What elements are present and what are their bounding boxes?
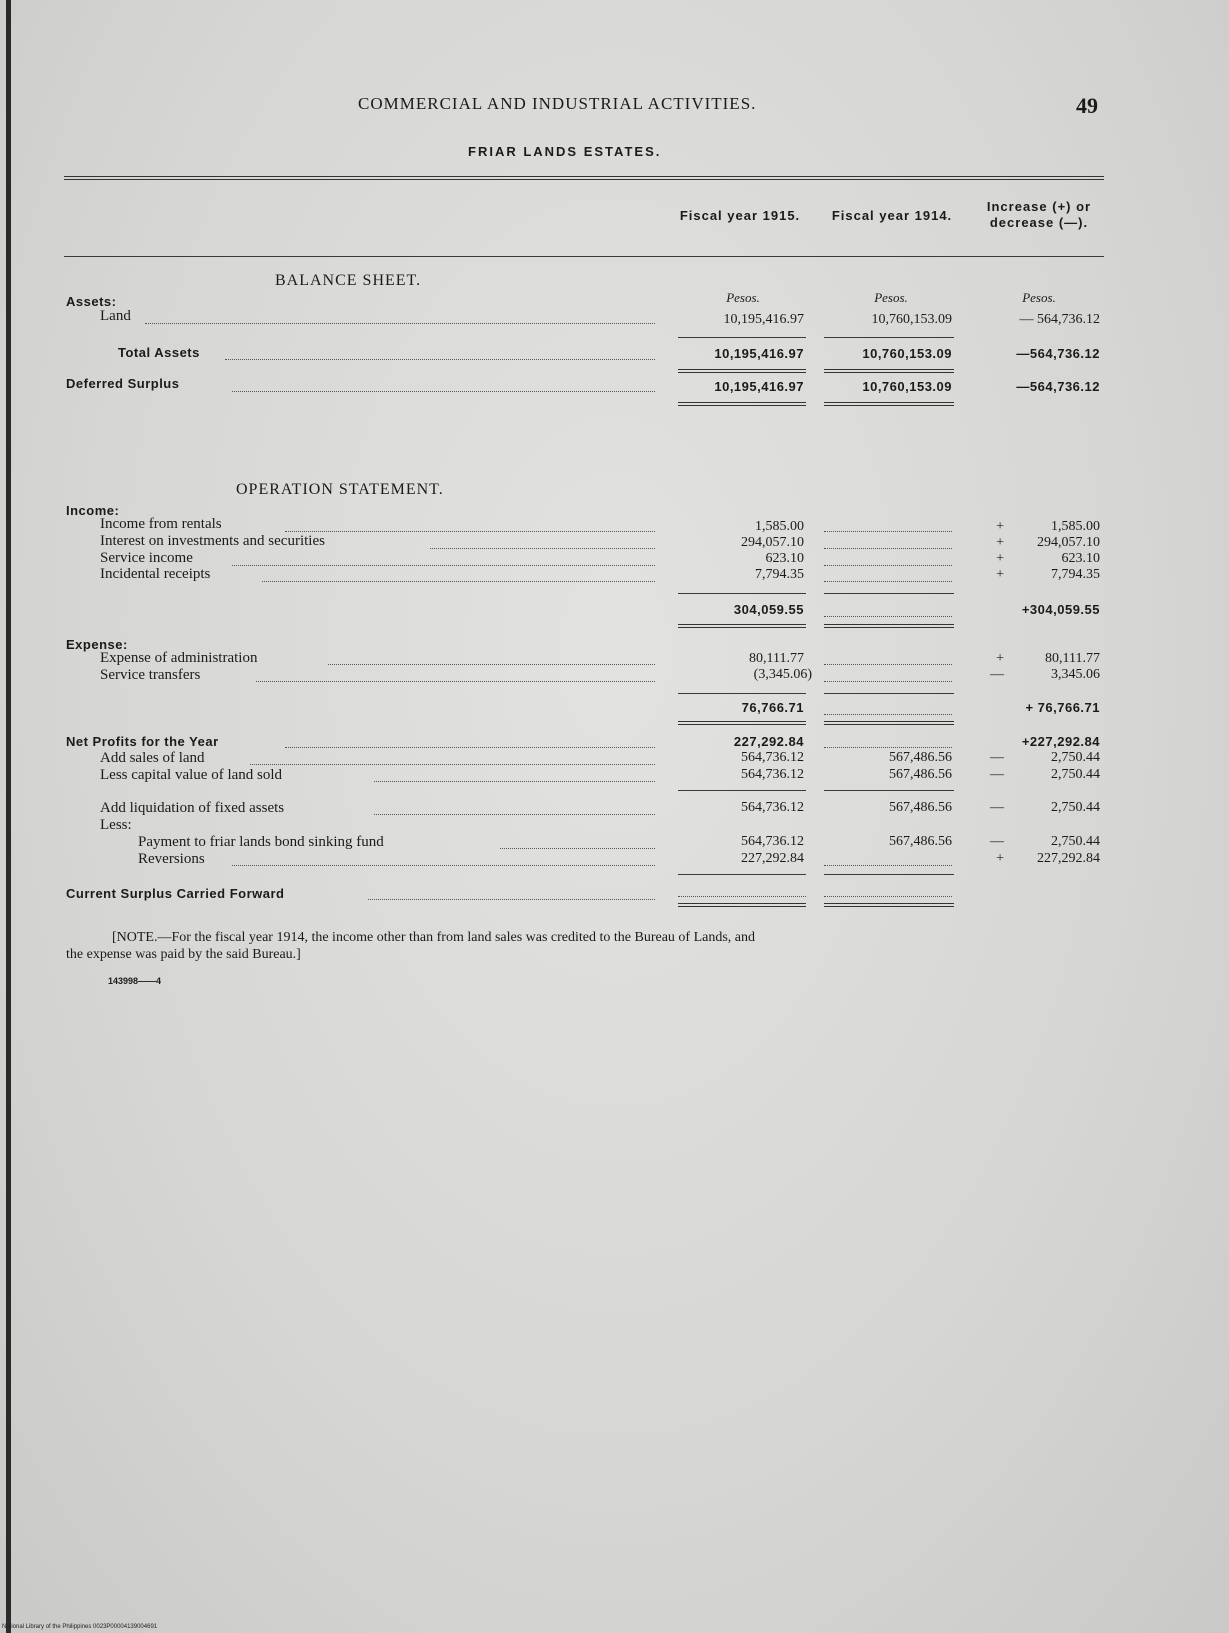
income-item-sign: + (996, 551, 1004, 566)
total-assets-1915: 10,195,416.97 (714, 346, 804, 361)
add-sales-sign: — (990, 750, 1004, 765)
deferred-surplus-change: —564,736.12 (1016, 379, 1100, 394)
payment-1915: 564,736.12 (741, 834, 804, 849)
expense-item-change: 80,111.77 (1045, 651, 1100, 666)
current-surplus-label: Current Surplus Carried Forward (66, 886, 285, 901)
operation-statement-title: OPERATION STATEMENT. (236, 481, 444, 498)
income-item-label: Incidental receipts (100, 566, 211, 582)
top-rule (64, 176, 1104, 180)
deferred-surplus-1915: 10,195,416.97 (714, 379, 804, 394)
income-item-change: 623.10 (1061, 551, 1100, 566)
add-liquidation-label: Add liquidation of fixed assets (100, 800, 285, 816)
expense-item-label: Service transfers (100, 667, 201, 683)
total-assets-1914: 10,760,153.09 (862, 346, 952, 361)
total-assets-change: —564,736.12 (1016, 346, 1100, 361)
expense-item-sign: — (990, 667, 1004, 682)
archive-footer: National Library of the Philippines 0023P00004139004691 (2, 1624, 158, 1630)
income-item-label: Service income (100, 550, 193, 566)
less-label: Less: (100, 817, 132, 833)
reversions-change: 227,292.84 (1037, 851, 1100, 866)
note-line-2: the expense was paid by the said Bureau.] (66, 947, 301, 962)
add-sales-1915: 564,736.12 (741, 750, 804, 765)
payment-label: Payment to friar lands bond sinking fund (138, 834, 384, 850)
add-liquidation-1914: 567,486.56 (889, 800, 952, 815)
expense-total-1915: 76,766.71 (741, 700, 804, 715)
expense-item-label: Expense of administration (100, 650, 258, 666)
subtitle: FRIAR LANDS ESTATES. (468, 144, 662, 159)
net-profits-1915: 227,292.84 (733, 734, 804, 749)
less-capital-change: 2,750.44 (1051, 767, 1100, 782)
income-item-sign: + (996, 535, 1004, 550)
income-item-1915: 7,794.35 (755, 567, 804, 582)
expense-item-sign: + (996, 651, 1004, 666)
add-sales-1914: 567,486.56 (889, 750, 952, 765)
add-sales-label: Add sales of land (100, 750, 205, 766)
add-liquidation-1915: 564,736.12 (741, 800, 804, 815)
income-total-1915: 304,059.55 (733, 602, 804, 617)
deferred-surplus-label: Deferred Surplus (66, 376, 180, 391)
unit-1914: Pesos. (874, 290, 908, 305)
expense-total-change: + 76,766.71 (1025, 700, 1100, 715)
less-capital-1915: 564,736.12 (741, 767, 804, 782)
col-header-1914: Fiscal year 1914. (831, 208, 953, 223)
land-1915: 10,195,416.97 (723, 312, 804, 327)
scan-edge (6, 0, 11, 1633)
unit-1915: Pesos. (726, 290, 760, 305)
income-item-change: 7,794.35 (1051, 567, 1100, 582)
income-item-1915: 294,057.10 (741, 535, 804, 550)
income-label: Income: (66, 503, 120, 518)
expense-label: Expense: (66, 637, 128, 652)
add-sales-change: 2,750.44 (1051, 750, 1100, 765)
income-total-change: +304,059.55 (1021, 602, 1100, 617)
land-label: Land (100, 308, 131, 324)
payment-1914: 567,486.56 (889, 834, 952, 849)
printer-mark: 143998——4 (108, 976, 162, 986)
payment-change: 2,750.44 (1051, 834, 1100, 849)
col-header-change: Increase (+) or decrease (—). (986, 199, 1092, 230)
reversions-1915: 227,292.84 (741, 851, 804, 866)
income-item-label: Income from rentals (100, 516, 222, 532)
income-item-1915: 1,585.00 (755, 519, 804, 534)
land-change: — 564,736.12 (1019, 312, 1100, 327)
unit-change: Pesos. (1022, 290, 1056, 305)
balance-sheet-title: BALANCE SHEET. (275, 272, 422, 289)
expense-item-1915: 80,111.77 (749, 651, 804, 666)
header-rule (64, 256, 1104, 257)
col-header-1915: Fiscal year 1915. (679, 208, 801, 223)
payment-sign: — (990, 834, 1004, 849)
income-item-change: 294,057.10 (1037, 535, 1100, 550)
assets-label: Assets: (66, 294, 117, 309)
less-capital-1914: 567,486.56 (889, 767, 952, 782)
income-item-change: 1,585.00 (1051, 519, 1100, 534)
reversions-label: Reversions (138, 851, 205, 867)
page-number: 49 (1076, 93, 1098, 118)
running-title: COMMERCIAL AND INDUSTRIAL ACTIVITIES. (358, 94, 757, 113)
expense-item-1915: (3,345.06) (753, 667, 812, 682)
less-capital-label: Less capital value of land sold (100, 767, 283, 783)
income-item-label: Interest on investments and securities (100, 533, 325, 549)
expense-item-change: 3,345.06 (1051, 667, 1100, 682)
income-item-1915: 623.10 (765, 551, 804, 566)
deferred-surplus-1914: 10,760,153.09 (862, 379, 952, 394)
total-assets-label: Total Assets (118, 345, 200, 360)
net-profits-label: Net Profits for the Year (66, 734, 219, 749)
add-liquidation-change: 2,750.44 (1051, 800, 1100, 815)
note-line-1: [NOTE.—For the fiscal year 1914, the income other than from land sales was credited to the Bureau of Lands, and (112, 930, 756, 945)
add-liquidation-sign: — (990, 800, 1004, 815)
income-item-sign: + (996, 519, 1004, 534)
less-capital-sign: — (990, 767, 1004, 782)
income-item-sign: + (996, 567, 1004, 582)
net-profits-change: +227,292.84 (1021, 734, 1100, 749)
reversions-sign: + (996, 851, 1004, 866)
land-1914: 10,760,153.09 (871, 312, 952, 327)
